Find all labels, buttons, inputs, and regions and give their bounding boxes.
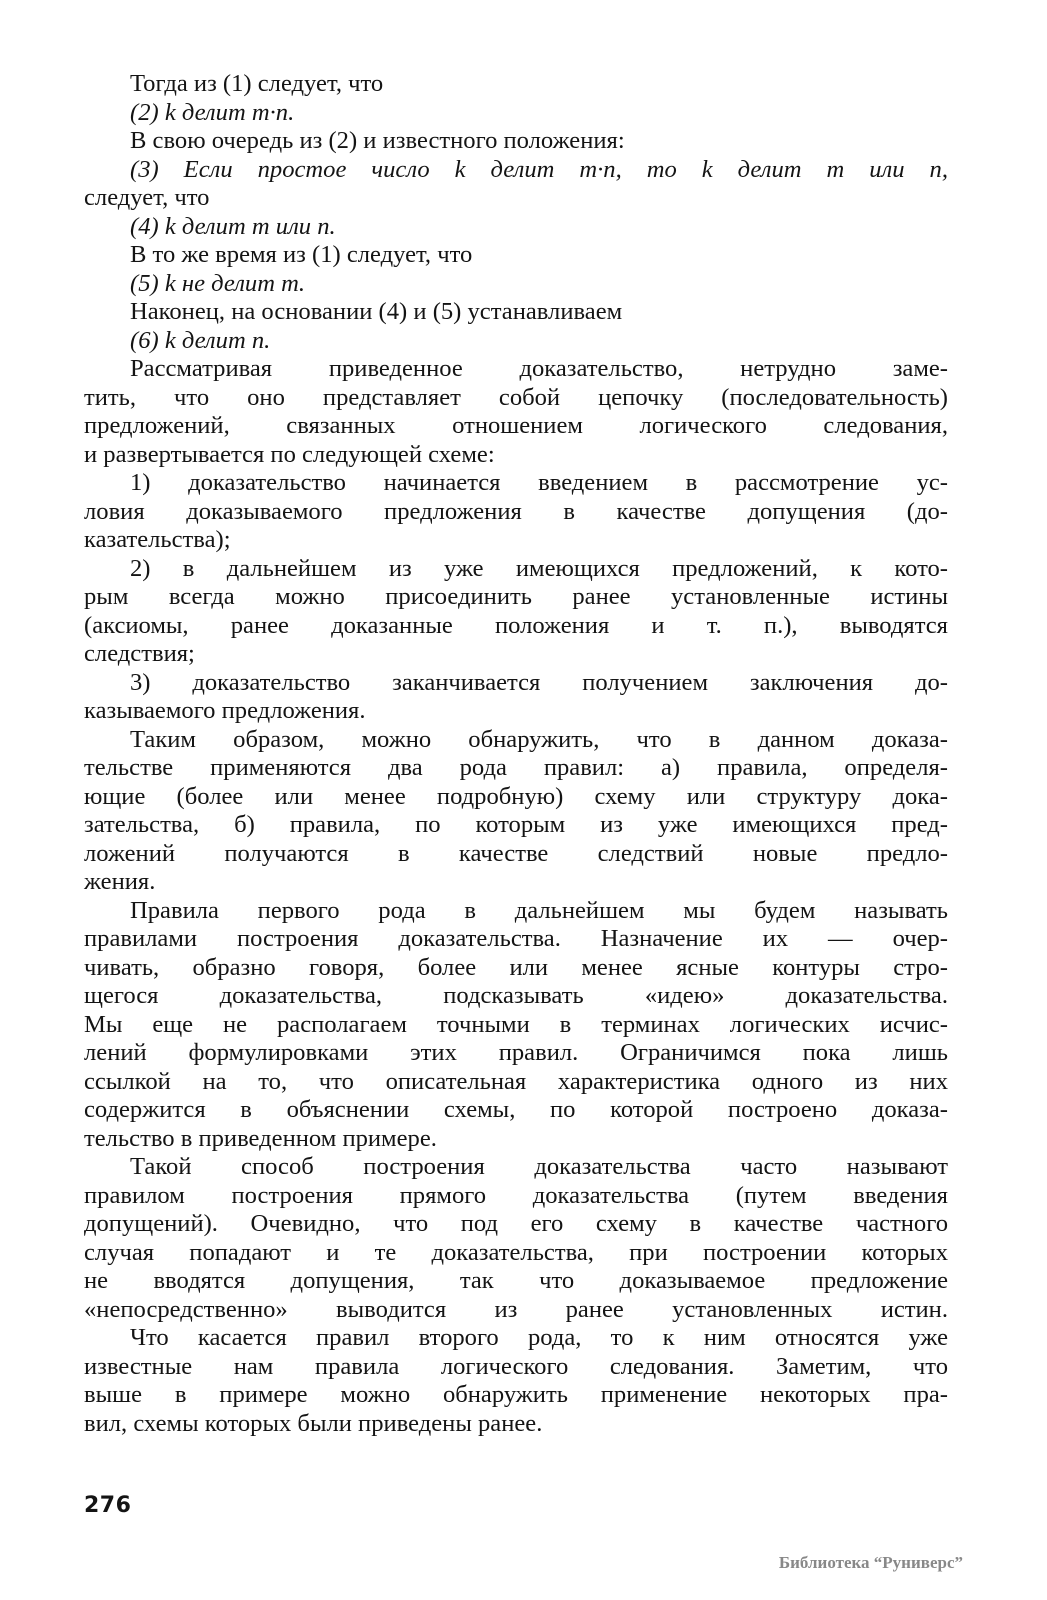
- text-line: Что касается правил второго рода, то к ним относятся уже: [130, 1324, 948, 1351]
- library-watermark: Библиотека “Руниверс”: [778, 1553, 963, 1572]
- text-line: и развертывается по следующей схеме:: [84, 440, 495, 468]
- text-line: рым всегда можно присоединить ранее установленные истины: [84, 583, 948, 610]
- text-line: правилом построения прямого доказательства (путем введения: [84, 1181, 948, 1209]
- text-line: ссылкой на то, что описательная характеристика одного из них: [84, 1067, 948, 1095]
- text-line: предложений, связанных отношением логического следования,: [84, 412, 948, 439]
- text-line: Тогда из (1) следует, что: [130, 70, 384, 97]
- text-line: казываемого предложения.: [84, 697, 366, 724]
- text-line: (3) Если простое число k делит m·n, то k делит m или n,: [130, 155, 948, 183]
- text-line: В свою очередь из (2) и известного положения:: [130, 127, 625, 154]
- text-line: «непосредственно» выводится из ранее установленных истин.: [84, 1295, 948, 1323]
- text-line: чивать, образно говоря, более или менее ясные контуры стро-: [84, 953, 948, 981]
- text-line: (аксиомы, ранее доказанные положения и т. п.), выводятся: [84, 611, 948, 639]
- text-line: лений формулировками этих правил. Ограничимся пока лишь: [84, 1039, 948, 1066]
- text-line: Правила первого рода в дальнейшем мы будем называть: [130, 896, 948, 924]
- text-line: (4) k делит m или n.: [130, 212, 336, 240]
- text-line: Таким образом, можно обнаружить, что в данном доказа-: [130, 725, 948, 753]
- text-line: ловия доказываемого предложения в качестве допущения (до-: [84, 497, 948, 525]
- text-line: допущений). Очевидно, что под его схему в качестве частного: [84, 1210, 948, 1237]
- text-line: В то же время из (1) следует, что: [130, 241, 473, 268]
- text-line: правилами построения доказательства. Назначение их — очер-: [84, 925, 948, 952]
- text-line: жения.: [84, 868, 156, 895]
- text-line: Мы еще не располагаем точными в терминах логических исчис-: [84, 1010, 948, 1038]
- text-line: следствия;: [84, 640, 195, 667]
- text-line: зательства, б) правила, по которым из уже имеющихся пред-: [84, 811, 948, 838]
- text-line: известные нам правила логического следования. Заметим, что: [84, 1352, 948, 1380]
- text-line: Такой способ построения доказательства часто называют: [130, 1153, 948, 1180]
- text-line: содержится в объяснении схемы, по которой построено доказа-: [84, 1096, 948, 1123]
- text-line: (2) k делит m·n.: [130, 98, 295, 126]
- text-line: казательства);: [84, 526, 231, 553]
- text-line: тить, что оно представляет собой цепочку (последовательность): [84, 383, 948, 411]
- text-line: Наконец, на основании (4) и (5) устанавливаем: [130, 298, 623, 325]
- text-line: вил, схемы которых были приведены ранее.: [84, 1409, 543, 1437]
- text-line: (5) k не делит m.: [130, 269, 306, 297]
- text-line: (6) k делит n.: [130, 326, 271, 354]
- text-line: выше в примере можно обнаружить применение некоторых пра-: [84, 1381, 948, 1408]
- page-body: [84, 70, 948, 1438]
- text-line: ложений получаются в качестве следствий новые предло-: [84, 839, 948, 867]
- text-line: тельство в приведенном примере.: [84, 1124, 437, 1152]
- text-line: не вводятся допущения, так что доказываемое предложение: [84, 1267, 948, 1294]
- text-line: 2) в дальнейшем из уже имеющихся предложений, к кото-: [130, 554, 948, 582]
- page-number: 276: [84, 1493, 132, 1518]
- text-line: щегося доказательства, подсказывать «идею» доказательства.: [84, 982, 948, 1009]
- text-line: ющие (более или менее подробную) схему или структуру дока-: [84, 782, 948, 810]
- text-line: тельстве применяются два рода правил: а) правила, определя-: [84, 754, 948, 781]
- text-line: 1) доказательство начинается введением в рассмотрение ус-: [130, 469, 948, 496]
- text-line: 3) доказательство заканчивается получением заключения до-: [130, 668, 948, 696]
- text-line: Рассматривая приведенное доказательство, нетрудно заме-: [130, 355, 948, 382]
- text-line: следует, что: [84, 184, 210, 211]
- text-line: случая попадают и те доказательства, при построении которых: [84, 1238, 948, 1266]
